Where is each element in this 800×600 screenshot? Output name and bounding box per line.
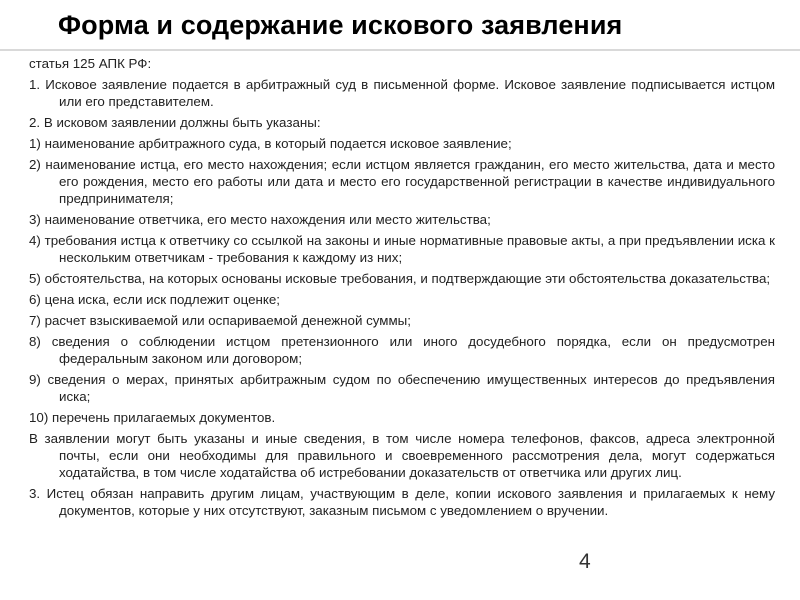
- list-item-plaintiff: 2) наименование истца, его место нахождения; если истцом является гражданин, его место жительства, дата и место его рождения, место его работы или дата и место его государственной регистрации в качестве индивидуального предпринимателя;: [29, 156, 775, 207]
- list-item-claims: 4) требования истца к ответчику со ссылкой на законы и иные нормативные правовые акты, а при предъявлении иска к нескольким ответчикам - требования к каждому из них;: [29, 232, 775, 266]
- paragraph-point-1: 1. Исковое заявление подается в арбитражный суд в письменной форме. Исковое заявление подписывается истцом или его представителем.: [29, 76, 775, 110]
- page-number: 4: [579, 550, 591, 573]
- slide-title: Форма и содержание искового заявления: [58, 10, 623, 40]
- paragraph-other-info: В заявлении могут быть указаны и иные сведения, в том числе номера телефонов, факсов, адреса электронной почты, если они необходимы для правильного и своевременного рассмотрения дела, могут содержаться ходатайства, в том числе ходатайства об истребовании доказательств от ответчика или других лиц.: [29, 430, 775, 481]
- list-item-claim-price: 6) цена иска, если иск подлежит оценке;: [29, 291, 281, 307]
- paragraph-article-ref: статья 125 АПК РФ:: [29, 56, 152, 71]
- list-item-attachments: 10) перечень прилагаемых документов.: [29, 409, 276, 425]
- title-divider: [0, 49, 800, 51]
- slide-body: [29, 55, 775, 523]
- list-item-defendant: 3) наименование ответчика, его место нахождения или место жительства;: [29, 212, 491, 228]
- paragraph-point-3: 3. Истец обязан направить другим лицам, участвующим в деле, копии искового заявления и прилагаемых к нему документов, которые у них отсутствуют, заказным письмом с уведомлением о вручении.: [29, 486, 775, 519]
- list-item-pretrial: 8) сведения о соблюдении истцом претензионного или иного досудебного порядка, если он предусмотрен федеральным законом или договором;: [29, 333, 775, 366]
- list-item-interim-measures: 9) сведения о мерах, принятых арбитражным судом по обеспечению имущественных интересов до предъявления иска;: [29, 371, 775, 405]
- paragraph-point-2: 2. В исковом заявлении должны быть указаны:: [29, 114, 321, 130]
- list-item-calculation: 7) расчет взыскиваемой или оспариваемой денежной суммы;: [29, 312, 411, 328]
- list-item-circumstances: 5) обстоятельства, на которых основаны исковые требования, и подтверждающие эти обстоятельства доказательства;: [29, 271, 771, 287]
- list-item-court-name: 1) наименование арбитражного суда, в который подается исковое заявление;: [29, 135, 512, 151]
